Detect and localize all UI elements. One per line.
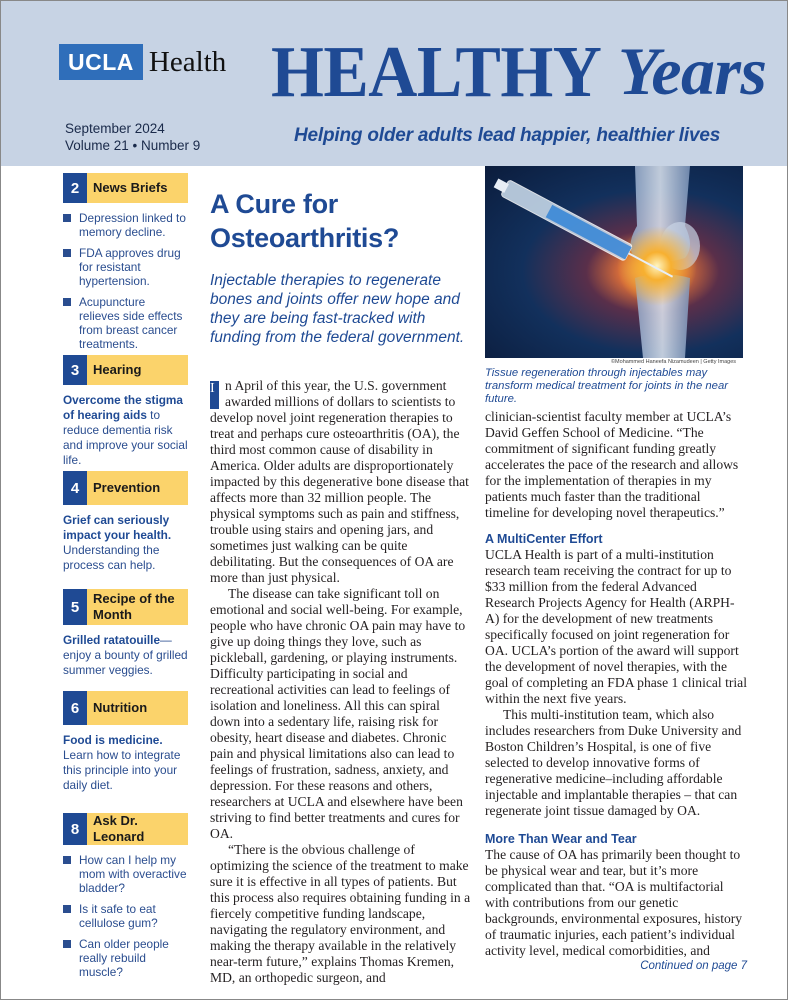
section-header	[63, 813, 188, 845]
knee-injection-photo	[485, 166, 743, 358]
section-recipe[interactable]	[63, 589, 188, 678]
list-item[interactable]: Is it safe to eat cellulose gum?	[63, 902, 188, 930]
list-item[interactable]: Depression linked to memory decline.	[63, 211, 188, 239]
description-text: Understanding the process can help.	[63, 543, 160, 572]
page-number: 2	[63, 173, 87, 203]
article-headline: A Cure for Osteoarthritis?	[210, 189, 400, 253]
subhead-multicenter: A MultiCenter Effort	[485, 532, 603, 546]
page-number: 8	[63, 813, 87, 845]
description-text: Learn how to integrate this principle into your daily diet.	[63, 748, 181, 792]
description-bold: Grief can seriously impact your health.	[63, 513, 172, 542]
section-hearing[interactable]	[63, 355, 188, 468]
issue-info	[65, 120, 200, 154]
list-item[interactable]: FDA approves drug for resistant hypertension.	[63, 246, 188, 288]
article-column-2	[485, 409, 747, 973]
section-description	[63, 633, 188, 678]
knee-joint-illustration	[485, 166, 743, 358]
page-number: 5	[63, 589, 87, 625]
description-bold: Grilled ratatouille	[63, 633, 161, 647]
ucla-health-logo[interactable]	[59, 44, 226, 80]
section-news-briefs[interactable]	[63, 173, 188, 358]
newsletter-title	[271, 29, 767, 113]
description-bold: Food is medicine.	[63, 733, 163, 747]
masthead	[1, 1, 788, 166]
section-label: Hearing	[87, 355, 188, 385]
section-label: Recipe of the Month	[87, 589, 188, 625]
article-paragraph: The disease can take significant toll on emotional and social well-being. For example, people who have chronic OA pain may have to give up doing things they love, such as pickleball, gardening, or playing instruments. Difficulty participating in social and recreational activities can lead to feelings of isolation and loneliness. All this can spiral down into a sedentary life, raising risk for obesity, heart disease and diabetes. Chronic pain and physical limitations also can lead to feelings of frustration, sadness, anxiety, and depression. For these reasons and others, researchers at UCLA and elsewhere have been striving to find better treatments and cures for OA.	[210, 586, 466, 841]
ask-list	[63, 853, 188, 979]
article-deck: Injectable therapies to regenerate bones and joints offer new hope and they are being fast-tracked with funding from the federal government.	[210, 272, 465, 346]
page-number: 3	[63, 355, 87, 385]
photo-credit: ©Mohammed Haneefa Nizamudeen | Getty Images	[611, 359, 737, 365]
title-healthy: HEALTHY	[271, 29, 602, 113]
list-item[interactable]: Can older people really rebuild muscle?	[63, 937, 188, 979]
photo-caption: Tissue regeneration through injectables may transform medical treatment for joints in the near future.	[485, 367, 728, 405]
article-column-1	[210, 378, 472, 986]
article-paragraph: The cause of OA has primarily been thought to be physical wear and tear, but it’s more complicated than that. “OA is multifactorial with contributions from our genetic backgrounds, environmental exposures, history of traumatic injuries, each patient’s individual activity level, medical comorbidities, and	[485, 847, 743, 958]
article-paragraph: This multi-institution team, which also includes researchers from Duke University and Boston Children’s Hospital, is one of five selected to develop innovative forms of regenerative medicine–including affordable injectable and implantable therapies – that can regenerate joint tissue damaged by OA.	[485, 707, 742, 818]
drop-cap: I	[210, 381, 219, 409]
section-ask-dr-leonard[interactable]	[63, 813, 188, 986]
article-paragraph	[210, 378, 472, 586]
tagline: Helping older adults lead happier, healthier lives	[294, 125, 721, 146]
description-bold: Overcome the stigma of hearing aids	[63, 393, 183, 422]
section-header	[63, 173, 188, 203]
section-header	[63, 589, 188, 625]
section-prevention[interactable]	[63, 471, 188, 573]
section-label: News Briefs	[87, 173, 188, 203]
section-label: Ask Dr. Leonard	[87, 813, 188, 845]
article-paragraph: “There is the obvious challenge of optimizing the science of the treatment to make sure it is effective in all types of patients. But this process also requires obtaining funding in a fiercely competitive funding landscape, navigating the regulatory environment, and making the therapy available in the relatively near-term future,” explains Thomas Kremen, MD, an orthopedic surgeon, and	[210, 842, 471, 985]
title-years: Years	[617, 33, 767, 109]
page-number: 6	[63, 691, 87, 725]
section-description	[63, 393, 188, 468]
section-header	[63, 355, 188, 385]
issue-date: September 2024	[65, 121, 165, 136]
page-number: 4	[63, 471, 87, 505]
description-text: to reduce dementia risk and improve your social life.	[63, 408, 188, 467]
section-label: Prevention	[87, 471, 188, 505]
continued-link[interactable]: Continued on page 7	[640, 960, 747, 972]
paragraph-text: n April of this year, the U.S. government awarded millions of dollars to scientists to develop novel joint regeneration therapies to treat and perhaps cure osteoarthritis (OA), the third most common cause of disability in America. Older adults are disproportionately impacted by this degenerative bone disease that affects more than 32 million people. The physical symptoms such as pain and stiffness, trouble using stairs and opening jars, and sometimes just walking can be quite debilitating. But the consequences of OA are more than just physical.	[210, 378, 469, 585]
logo-ucla-text: UCLA	[59, 44, 143, 80]
section-header	[63, 471, 188, 505]
section-nutrition[interactable]	[63, 691, 188, 793]
section-description	[63, 733, 188, 793]
logo-health-text: Health	[148, 45, 227, 78]
section-label: Nutrition	[87, 691, 188, 725]
list-item[interactable]: Acupuncture relieves side effects from breast cancer treatments.	[63, 295, 188, 351]
section-header	[63, 691, 188, 725]
article-paragraph: UCLA Health is part of a multi-institution research team receiving the contract for up to $33 million from the federal Advanced Research Projects Agency for Health (ARPH-A) for the development of new treatments specifically focused on joint regeneration for OA. UCLA’s portion of the award will support the development of novel therapies, with the goal of completing an FDA phase 1 clinical trial within the next five years.	[485, 547, 747, 706]
subhead-wear-tear: More Than Wear and Tear	[485, 832, 637, 846]
article-paragraph: clinician-scientist faculty member at UCLA’s David Geffen School of Medicine. “The commitment of significant funding greatly accelerates the pace of the research and allows for the implementation of therapies in my patients much faster than the traditional timeline for developing novel therapeutics.”	[485, 409, 739, 520]
issue-volume: Volume 21 • Number 9	[65, 138, 201, 153]
news-briefs-list	[63, 211, 188, 351]
list-item[interactable]: How can I help my mom with overactive bladder?	[63, 853, 188, 895]
description-text: —enjoy a bounty of grilled summer veggies.	[63, 633, 188, 677]
section-description	[63, 513, 188, 573]
